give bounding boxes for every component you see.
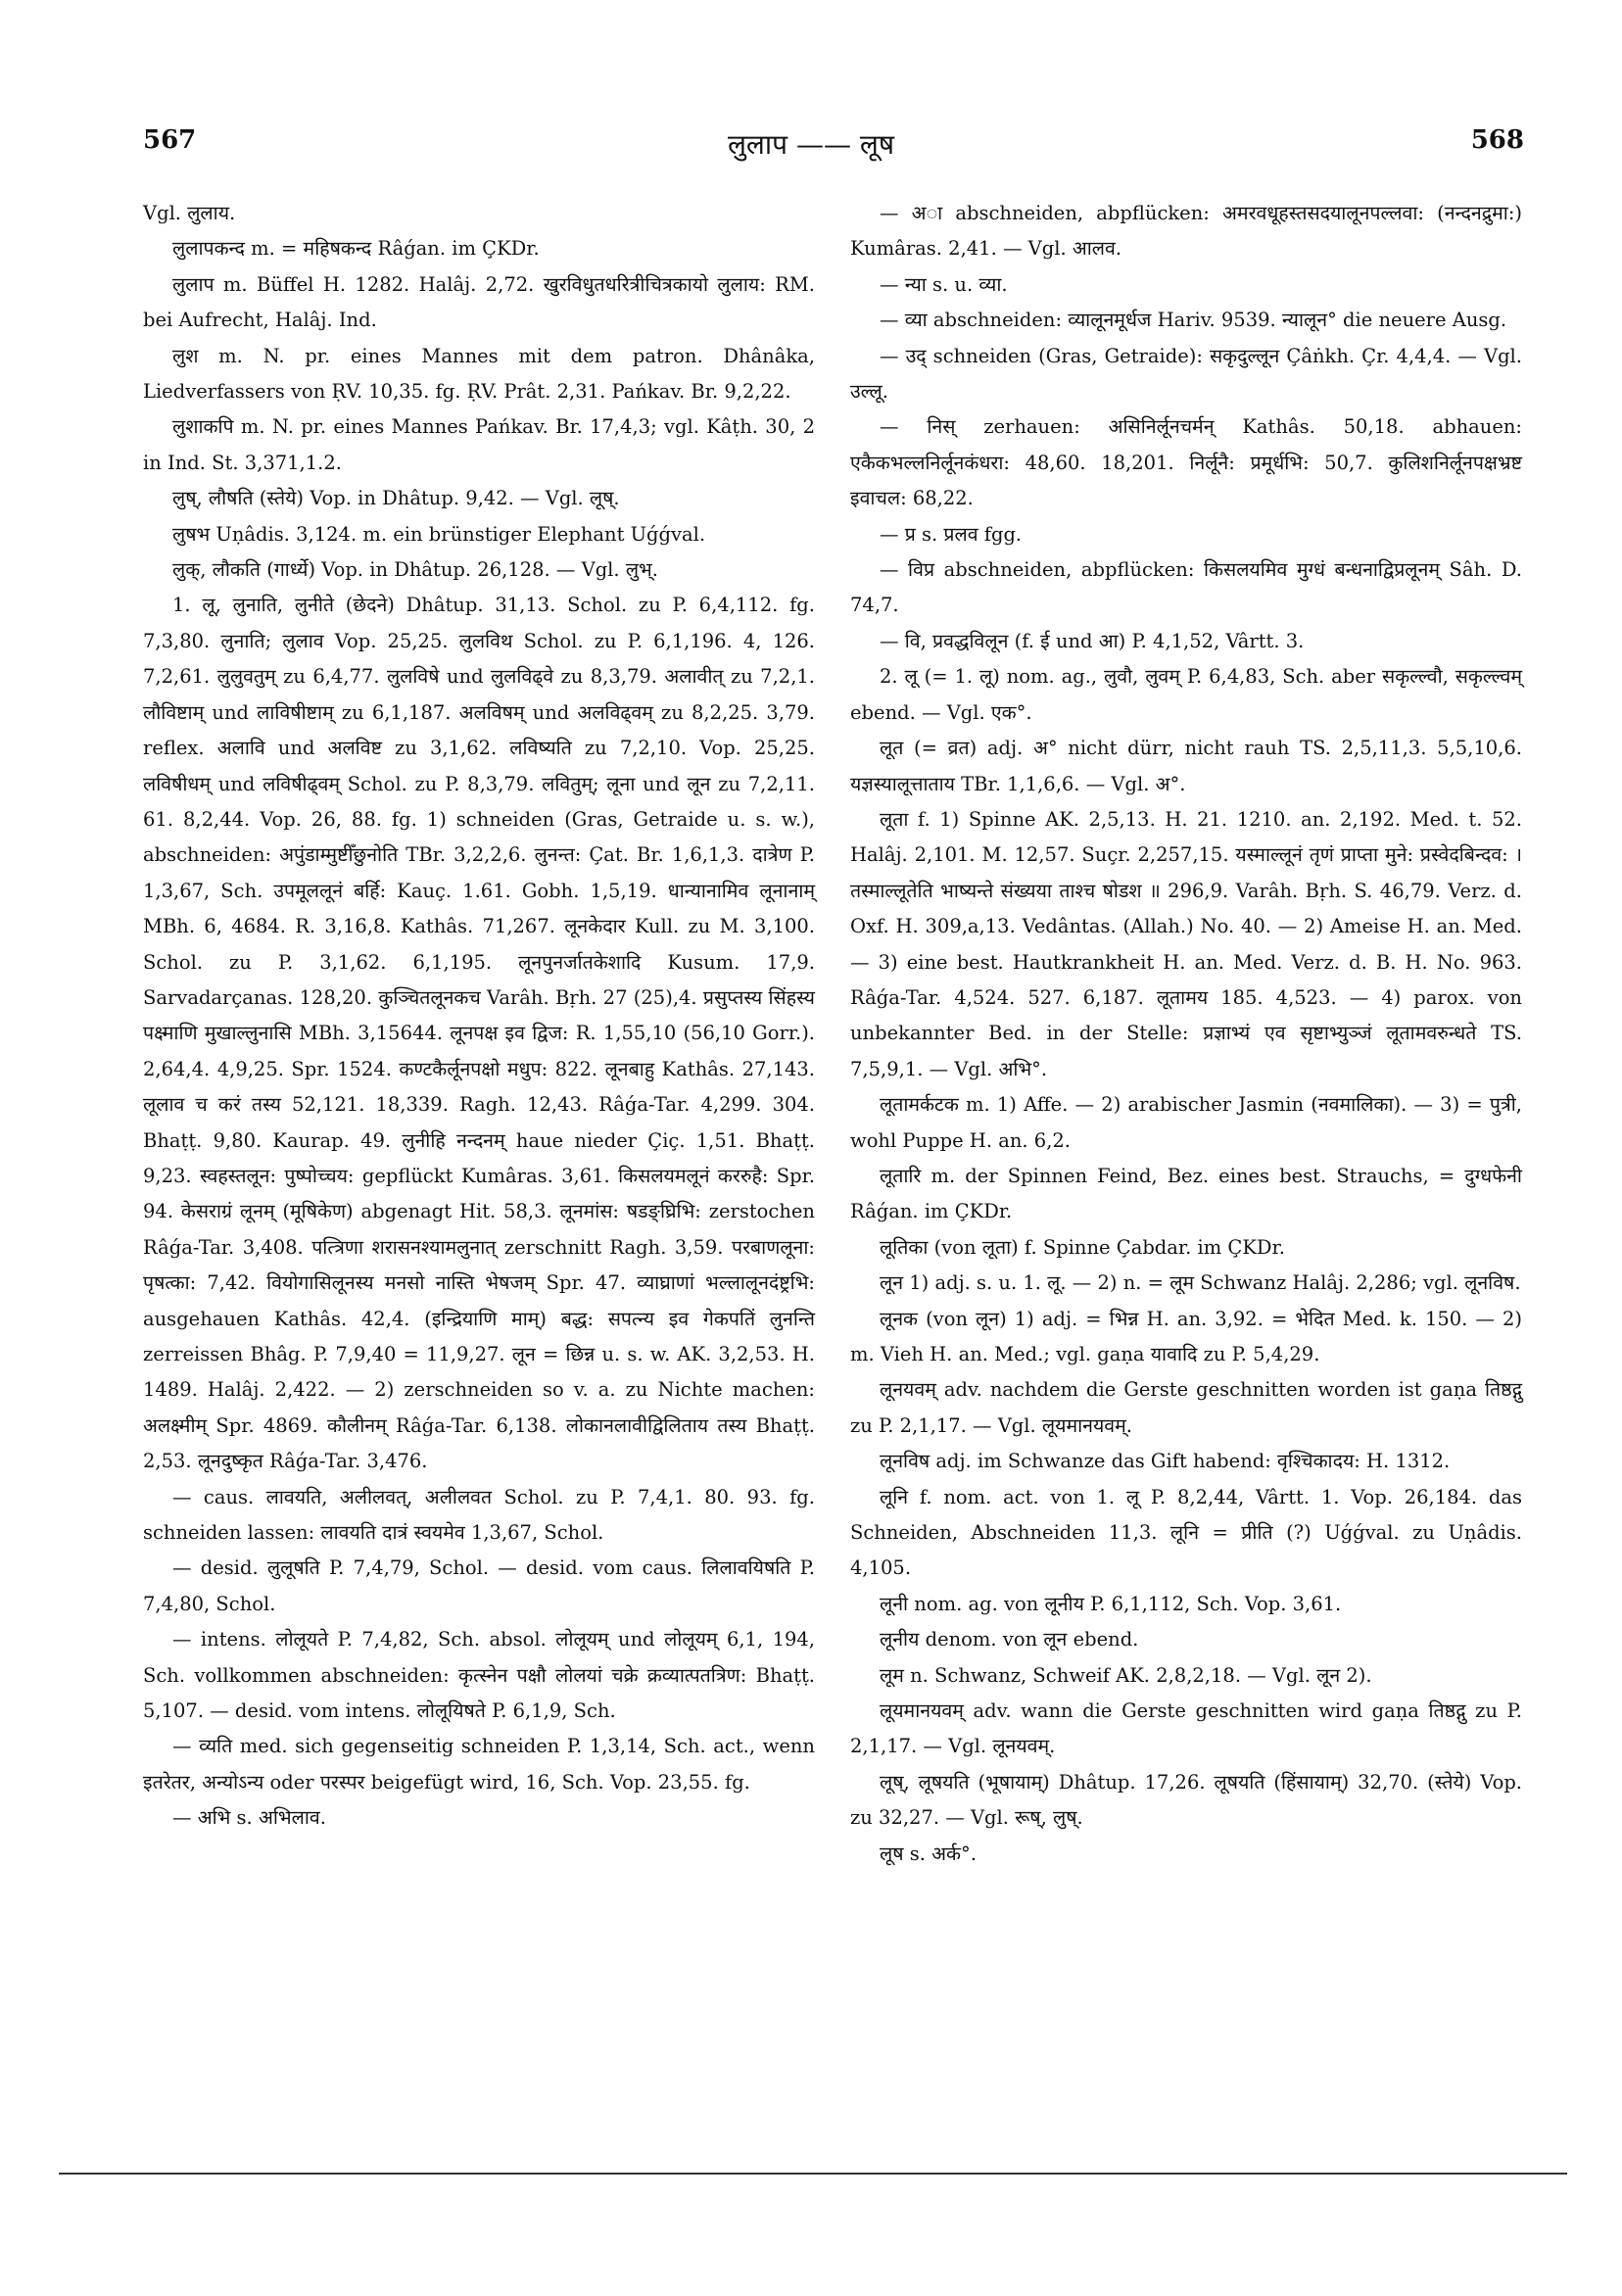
dictionary-entry: लुश m. N. pr. eines Mannes mit dem patron. Dhânâka, Liedverfassers von ṚV. 10,35. fg. ṚV. Prât. 2,31. Pańkav. Br. 9,2,22. bbox=[143, 344, 815, 404]
dictionary-entry: 1. लू, लुनाति, लुनीते (छेदने) Dhâtup. 31,13. Schol. zu P. 6,4,112. fg. 7,3,80. लुनाति; लुलाव Vop. 25,25. लुलविथ Schol. zu P. 6,1,196. 4, 126. 7,2,61. लुलुवतुम् zu 6,4,77. लुलविषे und लुलविढ्वे zu 8,3,79. अलावीत् zu 7,2,1. लौविष्टाम् und लाविषीष्टाम् zu 6,1,187. अलविषम् und अलविढ्वम् zu 8,2,25. 3,79. reflex. अलावि und अलविष्ट zu 3,1,62. लविष्यति zu 7,2,10. Vop. 25,25. लविषीधम् und लविषीढ्वम् Schol. zu P. 8,3,79. लवितुम्; लूना und लून zu 7,2,11. 61. 8,2,44. Vop. 26, 88. fg. 1) schneiden (Gras, Getraide u. s. w.), abschneiden: अपुंडाम्मुष्टीँछुनोति TBr. 3,2,2,6. लुनन्त: Çat. Br. 1,6,1,3. दात्रेण P. 1,3,67, Sch. उपमूललूनं बर्हि: Kauç. 1.61. Gobh. 1,5,19. धान्यानामिव लूनानाम् MBh. 6, 4684. R. 3,16,8. Kathâs. 71,267. लूनकेदार Kull. zu M. 3,100. Schol. zu P. 3,1,62. 6,1,195. लूनपुनर्जातकेशादि Kusum. 17,9. Sarvadarçanas. 128,20. कुञ्चितलूनकच Varâh. Bṛh. 27 (25),4. प्रसुप्तस्य सिंहस्य पक्ष्माणि मुखाल्लुनासि MBh. 3,15644. लूनपक्ष इव द्विज: R. 1,55,10 (56,10 Gorr.). 2,64,4. 4,9,25. Spr. 1524. कण्टकैर्लूनपक्षो मधुप: 822. लूनबाहु Kathâs. 27,143. लूलाव च करं तस्य 52,121. 18,339. Ragh. 12,43. Râǵa-Tar. 4,299. 304. Bhaṭṭ. 9,80. Kaurap. 49. लुनीहि नन्दनम् haue nieder Çiç. 1,51. Bhaṭṭ. 9,23. स्वहस्तलून: पुष्पोच्चय: gepflückt Kumâras. 3,61. किसलयमलूनं कररुहै: Spr. 94. केसराग्रं लूनम् (मूषिकेण) abgenagt Hit. 58,3. लूनमांस: षडङ्घ्रिभि: zerstochen Râǵa-Tar. 3,408. पत्त्रिणा शरासनश्यामलुनात् zerschnitt Ragh. 3,59. परबाणलूना: पृषत्का: 7,42. वियोगासिलूनस्य मनसो नास्ति भेषजम् Spr. 47. व्याघ्राणां भल्लालूनदंष्ट्रभि: ausgehauen Kathâs. 42,4. (इन्द्रियाणि माम्) बद्ध: सपत्न्य इव गेकपतिं लुनन्ति zerreissen Bhâg. P. 7,9,40 = 11,9,27. लून = छिन्न u. s. w. AK. 3,2,53. H. 1489. Halâj. 2,422. — 2) zerschneiden so v. a. zu Nichte machen: अलक्ष्मीम् Spr. 4869. कौलीनम् Râǵa-Tar. 6,138. लोकानलावीद्विलिताय तस्य Bhaṭṭ. 2,53. लूनदुष्कृत Râǵa-Tar. 3,476. bbox=[143, 594, 815, 1473]
running-head: लुलाप —— लूष bbox=[727, 128, 895, 161]
dictionary-entry: — प्र s. प्रलव fgg. bbox=[880, 522, 1023, 546]
dictionary-entry: लूतामर्कटक m. 1) Affe. — 2) arabischer Jasmin (नवमालिका). — 3) = पुत्री, wohl Puppe H. an. 6,2. bbox=[850, 1093, 1522, 1152]
dictionary-entry: लूनविष adj. im Schwanze das Gift habend: वृश्चिकादय: H. 1312. bbox=[880, 1450, 1451, 1473]
dictionary-entry: 2. लू (= 1. लू) nom. ag., लुवौ, लुवम् P. 6,4,83, Sch. aber सकृल्ल्वौ, सकृल्ल्वम् ebend. — Vgl. एक°. bbox=[850, 665, 1522, 724]
dictionary-entry: लूम n. Schwanz, Schweif AK. 2,8,2,18. — Vgl. लून 2). bbox=[880, 1663, 1372, 1687]
dictionary-entry: लूनी nom. ag. von लूनीय P. 6,1,112, Sch. Vop. 3,61. bbox=[880, 1592, 1342, 1615]
dictionary-entry: लूनयवम् adv. nachdem die Gerste geschnitten worden ist gaṇa तिष्ठद्गु zu P. 2,1,17. — Vgl. लूयमानयवम्. bbox=[850, 1378, 1522, 1437]
page-number-right: 568 bbox=[1470, 125, 1524, 155]
dictionary-entry: लूष्, लूषयति (भूषायाम्) Dhâtup. 17,26. लूषयति (हिंसायाम्) 32,70. (स्तेये) Vop. zu 32,27. — Vgl. रूष्, लुष्. bbox=[850, 1770, 1522, 1830]
dictionary-entry: — intens. लोलूयते P. 7,4,82, Sch. absol. लोलूयम् und लोलूयम् 6,1, 194, Sch. vollkommen abschneiden: कृत्स्नेन पक्षौ लोलयां चक्रे क्रव्यात्पतत्रिण: Bhaṭṭ. 5,107. — desid. vom intens. लोलूयिषते P. 6,1,9, Sch. bbox=[143, 1628, 815, 1723]
dictionary-entry: — निस् zerhauen: असिनिर्लूनचर्मन् Kathâs. 50,18. abhauen: एकैकभल्लनिर्लूनकंधरा: 48,60. 18,201. निर्लूनै: प्रमूर्धभि: 50,7. कुलिशनिर्लूनपक्षभ्रष्ट इवाचल: 68,22. bbox=[850, 415, 1522, 510]
dictionary-entry: लुलापकन्द m. = महिषकन्द Râǵan. im ÇKDr. bbox=[172, 237, 540, 261]
dictionary-entry: — caus. लावयति, अलीलवत्, अलीलवत Schol. zu P. 7,4,1. 80. 93. fg. schneiden lassen: लावयति दात्रं स्वयमेव 1,3,67, Schol. bbox=[143, 1485, 815, 1545]
page-number-left: 567 bbox=[143, 125, 197, 155]
dictionary-entry: लुषभ Uṇâdis. 3,124. m. ein brünstiger Elephant Uǵǵval. bbox=[172, 522, 706, 546]
dictionary-entry: लूनक (von लून) 1) adj. = भिन्न H. an. 3,92. = भेदित Med. k. 150. — 2) m. Vieh H. an. Med.; vgl. gaṇa यावादि zu P. 5,4,29. bbox=[850, 1307, 1522, 1365]
dictionary-entry: Vgl. लुलाय. bbox=[143, 202, 236, 224]
dictionary-entry: — वि, प्रवद्धविलून (f. ई und आ) P. 4,1,52, Vârtt. 3. bbox=[880, 629, 1305, 652]
dictionary-entry: लुशाकपि m. N. pr. eines Mannes Pańkav. Br. 17,4,3; vgl. Kâṭh. 30, 2 in Ind. St. 3,371,1.2. bbox=[143, 415, 815, 474]
dictionary-entry: — अभि s. अभिलाव. bbox=[172, 1806, 326, 1830]
dictionary-entry: लूतिका (von लूता) f. Spinne Çabdar. im ÇKDr. bbox=[880, 1235, 1285, 1259]
dictionary-entry: लूतारि m. der Spinnen Feind, Bez. eines best. Strauchs, = दुग्धफेनी Râǵan. im ÇKDr. bbox=[850, 1164, 1522, 1223]
dictionary-entry: लून 1) adj. s. u. 1. लू. — 2) n. = लूम Schwanz Halâj. 2,286; vgl. लूनविष. bbox=[880, 1271, 1521, 1295]
right-column bbox=[850, 196, 1522, 1872]
dictionary-entry: — व्या abschneiden: व्यालूनमूर्धज Hariv. 9539. न्यालून° die neuere Ausg. bbox=[880, 309, 1507, 332]
dictionary-entry: लूनि f. nom. act. von 1. लू P. 8,2,44, Vârtt. 1. Vop. 26,184. das Schneiden, Abschneiden 11,3. लूनि = प्रीति (?) Uǵǵval. zu Uṇâdis. 4,105. bbox=[850, 1485, 1522, 1580]
dictionary-entry: लूता f. 1) Spinne AK. 2,5,13. H. 21. 1210. an. 2,192. Med. t. 52. Halâj. 2,101. M. 12,57. Suçr. 2,257,15. यस्माल्लूनं तृणं प्राप्ता मुने: प्रस्वेदबिन्दव: । तस्माल्लूतेति भाष्यन्ते संख्यया ताश्च षोडश ॥ 296,9. Varâh. Bṛh. S. 46,79. Verz. d. Oxf. H. 309,a,13. Vedântas. (Allah.) No. 40. — 2) Ameise H. an. Med. — 3) eine best. Hautkrankheit H. an. Med. Verz. d. B. H. No. 963. Râǵa-Tar. 4,524. 527. 6,187. लूतामय 185. 4,523. — 4) parox. von unbekannter Bed. in der Stelle: प्रज्ञाभ्यं एव सृष्टाभ्युञ्जं लूतामवरुन्धते TS. 7,5,9,1. — Vgl. अभि°. bbox=[850, 807, 1522, 1080]
dictionary-entry: लूत (= व्रत) adj. अ° nicht dürr, nicht rauh TS. 2,5,11,3. 5,5,10,6. यज्ञस्यालूत्ताताय TBr. 1,1,6,6. — Vgl. अ°. bbox=[850, 737, 1522, 795]
dictionary-entry: — अा abschneiden, abpflücken: अमरवधूहस्तसदयालूनपल्लवा: (नन्दनद्रुमा:) Kumâras. 2,41. — Vgl. आलव. bbox=[850, 202, 1522, 261]
dictionary-entry: — न्या s. u. व्या. bbox=[880, 272, 1008, 296]
left-column bbox=[143, 196, 815, 1837]
dictionary-entry: — उद् schneiden (Gras, Getraide): सकृदुल्लून Çâṅkh. Çr. 4,4,4. — Vgl. उल्लू. bbox=[850, 344, 1522, 404]
footer-rule bbox=[59, 2173, 1567, 2175]
dictionary-entry: लूनीय denom. von लून ebend. bbox=[880, 1628, 1139, 1651]
dictionary-entry: — विप्र abschneiden, abpflücken: किसलयमिव मुग्धं बन्धनाद्विप्रलूनम् Sâh. D. 74,7. bbox=[850, 558, 1522, 617]
dictionary-entry: लूष s. अर्क°. bbox=[880, 1842, 977, 1865]
dictionary-entry: लूयमानयवम् adv. wann die Gerste geschnitten wird gaṇa तिष्ठद्गु zu P. 2,1,17. — Vgl. लूनयवम्. bbox=[850, 1699, 1522, 1758]
dictionary-entry: लुष्, लौषति (स्तेये) Vop. in Dhâtup. 9,42. — Vgl. लूष्. bbox=[172, 487, 620, 510]
dictionary-entry: लुक्, लौकति (गार्ध्ये) Vop. in Dhâtup. 26,128. — Vgl. लुभ्. bbox=[172, 558, 658, 582]
dictionary-entry: — व्यति med. sich gegenseitig schneiden P. 1,3,14, Sch. act., wenn इतरेतर, अन्योऽन्य oder परस्पर beigefügt wird, 16, Sch. Vop. 23,55. fg. bbox=[143, 1735, 815, 1794]
dictionary-entry: लुलाप m. Büffel H. 1282. Halâj. 2,72. खुरविधुतधरित्रीचित्रकायो लुलाय: RM. bei Aufrecht, Halâj. Ind. bbox=[143, 272, 815, 332]
dictionary-entry: — desid. लुलूषति P. 7,4,79, Schol. — desid. vom caus. लिलावयिषति P. 7,4,80, Schol. bbox=[143, 1556, 815, 1615]
